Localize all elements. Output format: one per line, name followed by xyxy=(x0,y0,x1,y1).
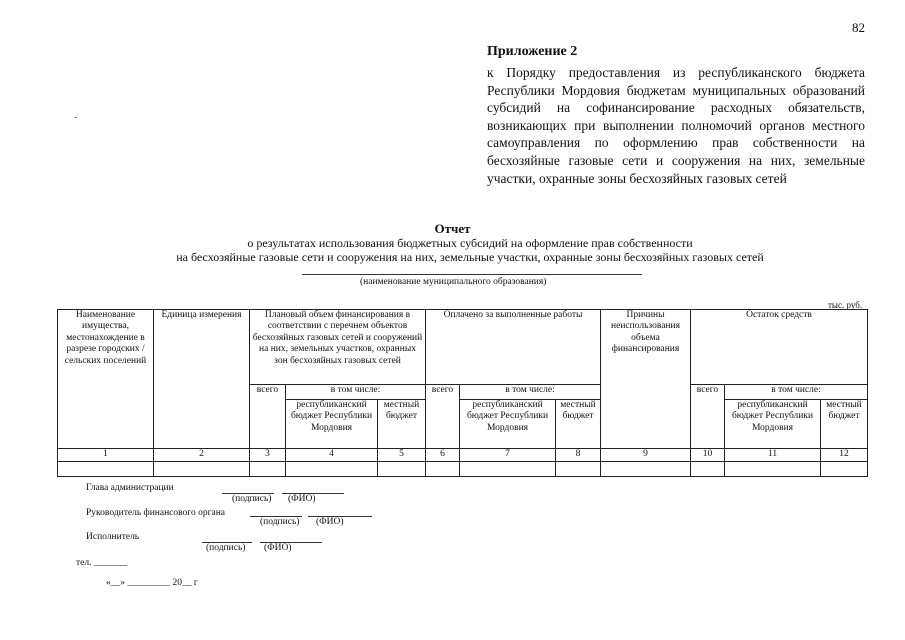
data-cell[interactable] xyxy=(725,462,821,477)
report-table xyxy=(57,309,868,477)
data-cell[interactable] xyxy=(154,462,250,477)
column-number: 6 xyxy=(426,449,460,462)
data-cell[interactable] xyxy=(821,462,868,477)
column-number: 2 xyxy=(154,449,250,462)
scan-speck: - xyxy=(74,112,78,123)
data-cell[interactable] xyxy=(556,462,601,477)
column-number: 1 xyxy=(58,449,154,462)
header-balance-local-budget: местный бюджет xyxy=(821,400,868,449)
finance-head-label: Руководитель финансового органа xyxy=(86,508,226,518)
head-name-caption: (ФИО) xyxy=(288,494,316,504)
header-planned-rep-budget: республиканский бюджет Республики Мордовия xyxy=(286,400,378,449)
phone-field[interactable]: тел. _______ xyxy=(76,558,128,568)
finance-signature-caption: (подпись) xyxy=(260,517,300,527)
header-planned-local-budget: местный бюджет xyxy=(378,400,426,449)
head-signature-caption: (подпись) xyxy=(232,494,272,504)
column-number: 3 xyxy=(250,449,286,462)
header-paid-local-budget: местный бюджет xyxy=(556,400,601,449)
column-number: 7 xyxy=(460,449,556,462)
column-number: 8 xyxy=(556,449,601,462)
units-label: тыс. руб. xyxy=(828,300,863,310)
data-cell[interactable] xyxy=(426,462,460,477)
header-balance-rep-budget: республиканский бюджет Республики Мордовия xyxy=(725,400,821,449)
header-reasons: Причины неиспользования объема финансирования xyxy=(601,310,691,449)
column-number: 4 xyxy=(286,449,378,462)
appendix-text: к Порядку предоставления из республиканского бюджета Республики Мордовия бюджетам муниципальных образований субсидий на софинансирование расходных обязательств, возникающих при выполнении полномочий органов местного самоуправления по оформлению прав собственности на бесхозяйные газовые сети и сооружения на них, земельные участки, охранные зоны бесхозяйных газовых сетей xyxy=(487,65,865,186)
data-cell[interactable] xyxy=(460,462,556,477)
data-cell[interactable] xyxy=(286,462,378,477)
report-subtitle-line1: о результатах использования бюджетных субсидий на оформление прав собственности xyxy=(247,236,693,250)
column-number: 11 xyxy=(725,449,821,462)
page-number: 82 xyxy=(852,20,865,35)
appendix-title: Приложение 2 xyxy=(487,44,578,59)
header-unit: Единица измерения xyxy=(154,310,250,449)
executor-name-caption: (ФИО) xyxy=(264,543,292,553)
header-planned-total: всего xyxy=(250,385,286,449)
executor-label: Исполнитель xyxy=(86,532,140,542)
head-label: Глава администрации xyxy=(86,483,174,493)
header-balance: Остаток средств xyxy=(691,310,868,385)
header-planned: Плановый объем финансирования в соответствии с перечнем объектов бесхозяйных газовых сетей и сооружений на них, земельных участков, охранных зон бесхозяйных газовых сетей xyxy=(250,310,426,385)
data-cell[interactable] xyxy=(378,462,426,477)
header-paid-total: всего xyxy=(426,385,460,449)
report-title: Отчет xyxy=(434,221,471,236)
header-paid: Оплачено за выполненные работы xyxy=(426,310,601,385)
column-number: 5 xyxy=(378,449,426,462)
finance-name-caption: (ФИО) xyxy=(316,517,344,527)
executor-signature-caption: (подпись) xyxy=(206,543,246,553)
report-subtitle-line2: на бесхозяйные газовые сети и сооружения на них, земельные участки, охранные зоны бесхозяйных газовых сетей xyxy=(176,250,764,264)
header-balance-incl: в том числе: xyxy=(725,385,868,400)
header-paid-rep-budget: республиканский бюджет Республики Мордовия xyxy=(460,400,556,449)
data-cell[interactable] xyxy=(58,462,154,477)
data-cell[interactable] xyxy=(691,462,725,477)
column-number: 12 xyxy=(821,449,868,462)
municipality-field-line xyxy=(302,274,642,275)
municipality-caption: (наименование муниципального образования) xyxy=(360,277,547,287)
header-paid-incl: в том числе: xyxy=(460,385,601,400)
column-number: 9 xyxy=(601,449,691,462)
date-field[interactable]: «__» _________ 20__ г xyxy=(106,578,198,588)
data-cell[interactable] xyxy=(250,462,286,477)
header-name: Наименование имущества, местонахождение в разрезе городских / сельских поселений xyxy=(58,310,154,449)
column-number: 10 xyxy=(691,449,725,462)
header-balance-total: всего xyxy=(691,385,725,449)
header-planned-incl: в том числе: xyxy=(286,385,426,400)
data-cell[interactable] xyxy=(601,462,691,477)
